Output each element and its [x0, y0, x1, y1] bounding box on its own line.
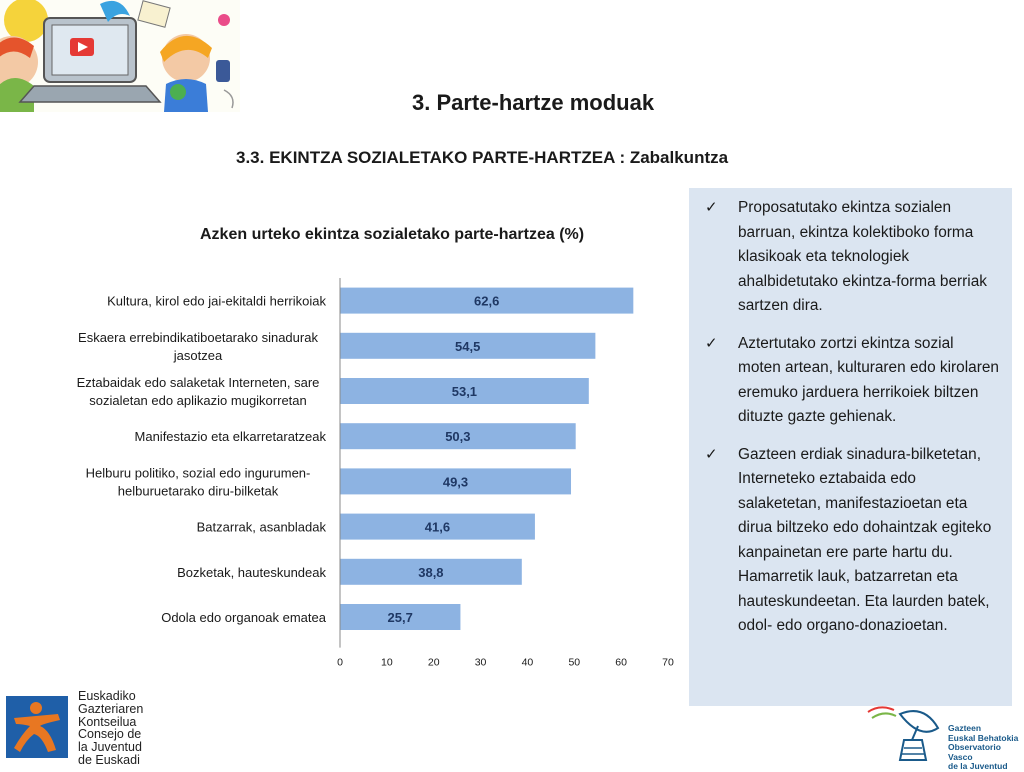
bullet-text: Proposatutako ekintza sozialen barruan, ekintza kolektiboko forma klasikoak eta teknologiek ahalbidetutako ekintza-forma berriak sartzen dira. [738, 199, 987, 314]
bar-value-label: 25,7 [387, 610, 413, 625]
x-tick-label: 50 [568, 656, 581, 669]
thumbs-up-icon [216, 60, 230, 82]
category-label: Helburu politiko, sozial edo ingurumen- [85, 465, 311, 481]
check-icon: ✓ [705, 445, 718, 463]
bullet-item [701, 196, 1000, 319]
dribbble-icon [218, 14, 230, 26]
category-label: Eztabaidak edo salaketak Interneten, sare [76, 375, 320, 390]
bar-value-label: 62,6 [474, 293, 500, 309]
bullet-text: Aztertutako zortzi ekintza sozial moten artean, kulturaren edo kirolaren eremuko jarduera herrikoiek biltzen dituzte gazte gehienak. [738, 334, 999, 425]
category-label: helburuetarako diru-bilketak [117, 483, 279, 499]
page-title: 3. Parte-hartze moduak [412, 90, 655, 115]
chart-title: Azken urteko ekintza sozialetako parte-hartzea (%) [200, 226, 585, 243]
category-label: Manifestazio eta elkarretaratzeak [134, 429, 326, 445]
bar-chart [0, 260, 690, 670]
bullet-panel [689, 188, 1012, 706]
bar-value-label: 53,1 [451, 384, 478, 399]
check-icon: ✓ [705, 334, 718, 352]
logo-observatory [860, 700, 1024, 772]
category-label: Batzarrak, asanbladak [196, 519, 326, 535]
logo-egk [4, 690, 164, 765]
bullet-text: Gazteen erdiak sinadura-bilketetan, Interneteko eztabaida edo salaketetan, manifestazioetan eta dirua biltzeko edo dohaintzak egiteko kanpainetan ere parte hartu du. Hamarretik lauk, batzarretan eta hauteskundeetan. Eta laurden batek, odol- edo organo-donazioetan. [738, 445, 992, 634]
observatory-name: Gazteen Euskal Behatokia Observatorio Vasco de la Juventud [948, 723, 1019, 772]
check-icon: ✓ [705, 199, 718, 216]
bar-value-label: 50,3 [445, 429, 471, 445]
satellite-dish-icon [860, 700, 948, 768]
bar-value-label: 38,8 [418, 564, 444, 580]
egk-name-es: Consejo de la Juventud de Euskadi [78, 727, 142, 767]
x-tick-label: 0 [337, 656, 343, 669]
bullet-item [701, 443, 1000, 639]
egk-name-eu: Euskadiko Gazteriaren Kontseilua [78, 689, 144, 729]
x-tick-label: 60 [615, 656, 627, 669]
x-tick-label: 70 [662, 656, 674, 669]
illustration-graphic [0, 0, 240, 112]
category-label: sozialetan edo aplikazio mugikorretan [89, 393, 307, 408]
header-illustration [0, 0, 240, 112]
category-label: Odola edo organoak ematea [161, 610, 326, 625]
bullet-item [701, 332, 1000, 430]
sun-icon [4, 0, 48, 42]
bar-value-label: 54,5 [455, 338, 481, 354]
x-tick-label: 20 [427, 656, 440, 669]
category-label: Bozketak, hauteskundeak [177, 564, 326, 580]
category-label: Eskaera errebindikatiboetarako sinadurak [78, 329, 318, 345]
egk-logo-icon [6, 696, 68, 758]
x-tick-label: 10 [381, 656, 393, 669]
x-tick-label: 30 [474, 656, 487, 669]
category-label: jasotzea [173, 347, 223, 363]
bar-value-label: 41,6 [424, 519, 451, 535]
section-subtitle: 3.3. EKINTZA SOZIALETAKO PARTE-HARTZEA : Zabalkuntza [236, 148, 729, 167]
x-tick-label: 40 [521, 656, 534, 669]
bar-value-label: 49,3 [442, 474, 469, 490]
category-label: Kultura, kirol edo jai-ekitaldi herrikoiak [107, 293, 326, 309]
camera-icon [170, 84, 186, 100]
